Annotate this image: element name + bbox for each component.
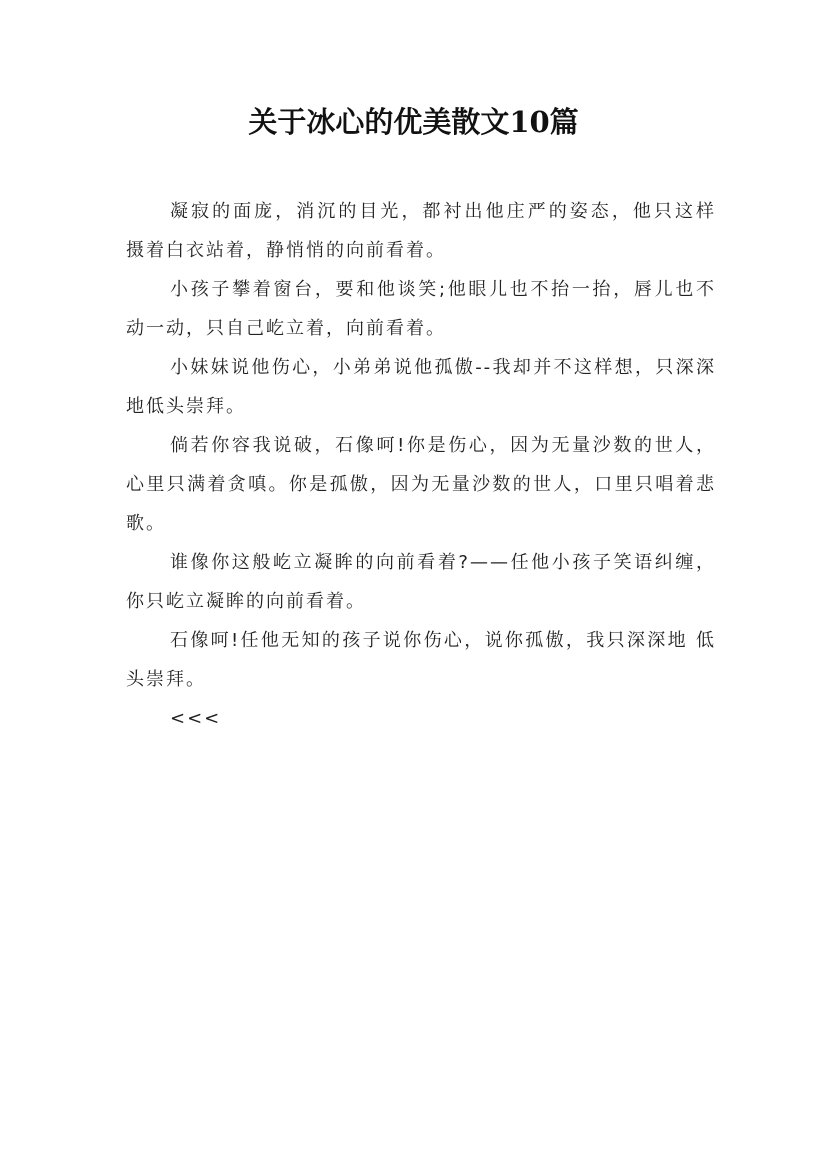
paragraph-6: 石像呵!任他无知的孩子说你伤心，说你孤傲，我只深深地 低头崇拜。: [126, 630, 716, 690]
more-marker: <<<: [170, 708, 222, 729]
paragraph-5: 谁像你这般屹立凝眸的向前看着?——任他小孩子笑语纠缠，你只屹立凝眸的向前看着。: [126, 552, 716, 612]
paragraph-1: 凝寂的面庞，消沉的目光，都衬出他庄严的姿态，他只这样 摄着白衣站着，静悄悄的向前看着。: [126, 201, 716, 261]
paragraph-4: 倘若你容我说破，石像呵!你是伤心，因为无量沙数的世人，心里只满着贪嗔。你是孤傲，因为无量沙数的世人，口里只唱着悲歌。: [126, 435, 716, 534]
paragraph-2: 小孩子攀着窗台，要和他谈笑;他眼儿也不抬一抬，唇儿也不动一动，只自己屹立着，向前看着。: [126, 279, 716, 339]
paragraph-3: 小妹妹说他伤心，小弟弟说他孤傲--我却并不这样想，只深深地低头崇拜。: [126, 357, 716, 417]
document-body: [126, 192, 716, 738]
page-title: 关于冰心的优美散文10篇: [248, 105, 579, 139]
